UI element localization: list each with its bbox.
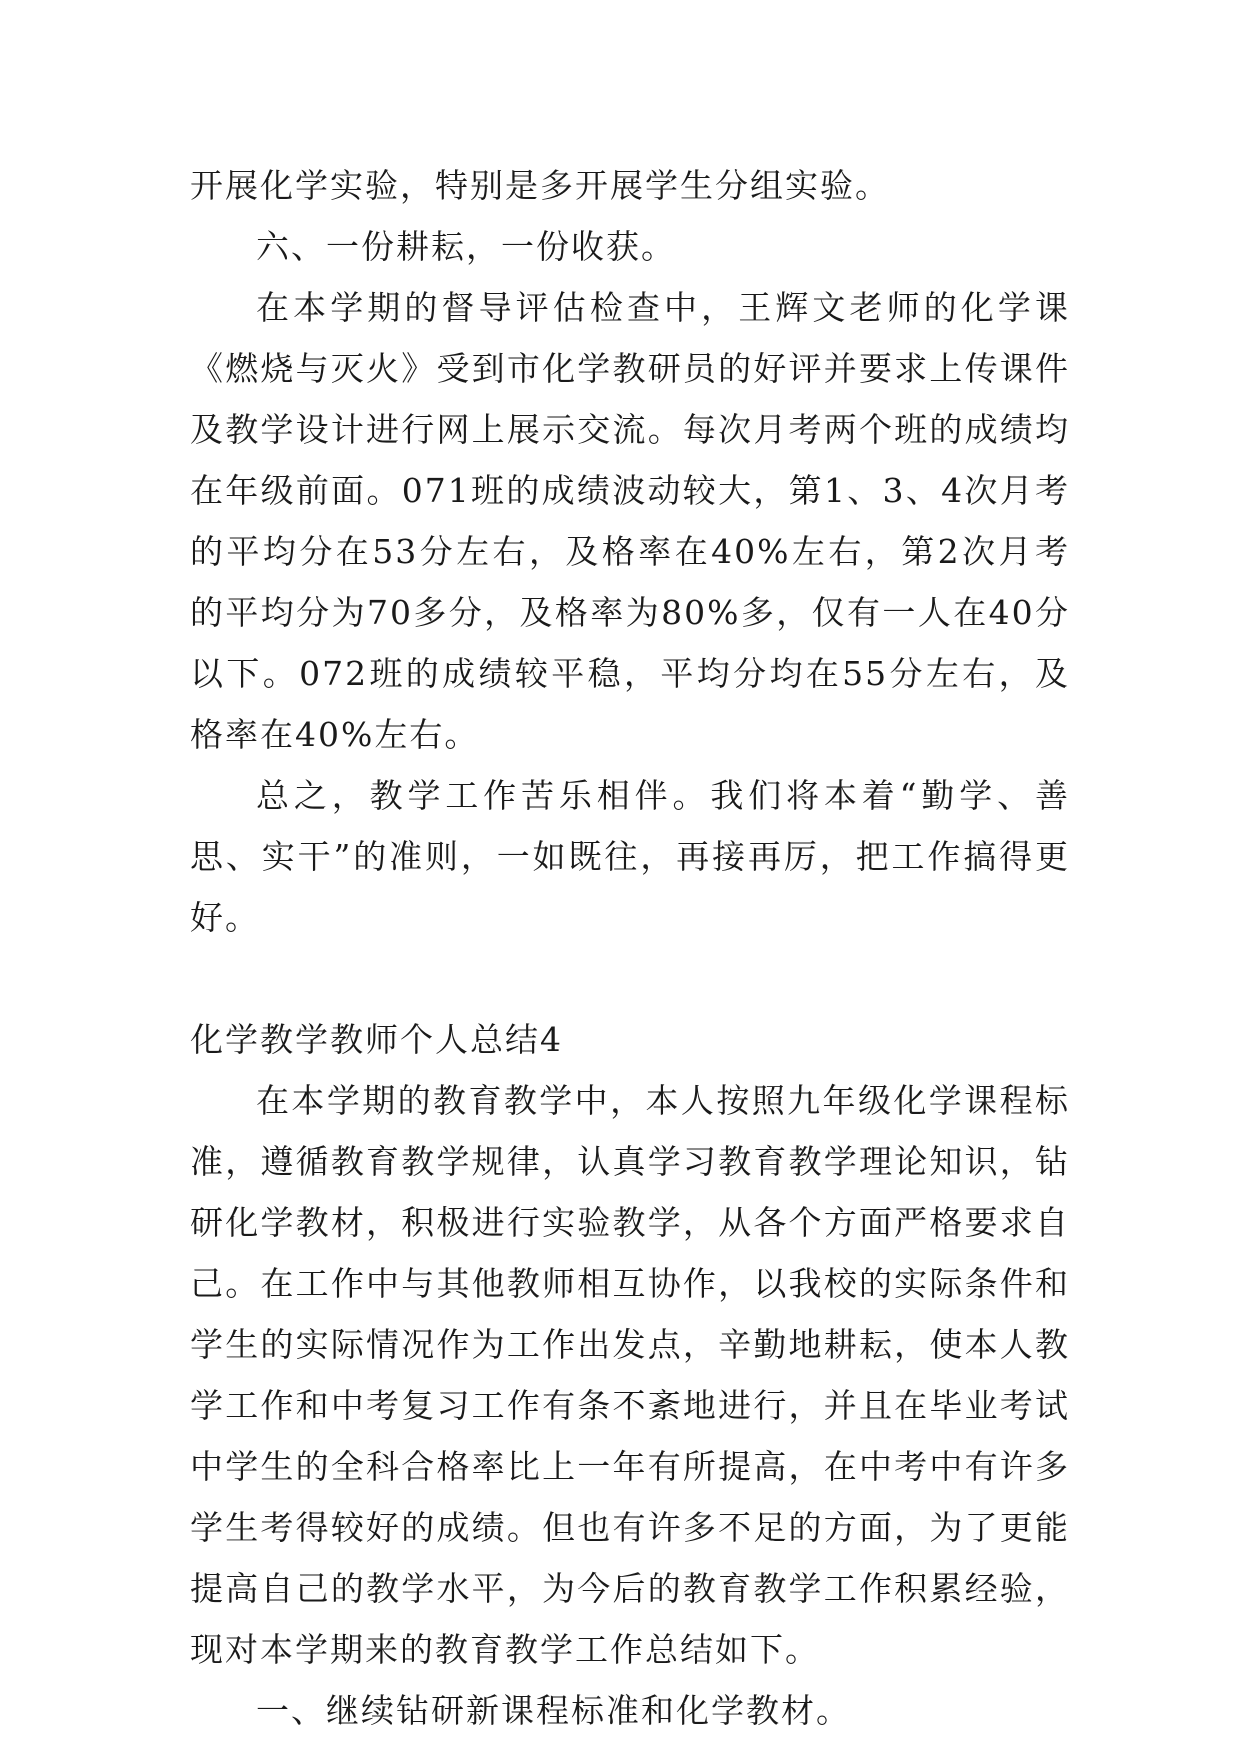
section-gap — [190, 948, 1070, 1009]
paragraph-continuation: 开展化学实验，特别是多开展学生分组实验。 — [190, 166, 890, 205]
paragraph-heading-one: 一、继续钻研新课程标准和化学教材。 — [256, 1691, 851, 1730]
paragraph-results: 在本学期的督导评估检查中，王辉文老师的化学课《燃烧与灭火》受到市化学教研员的好评并要求上传课件及教学设计进行网上展示交流。每次月考两个班的成绩均在年级前面。071班的成绩波动较大，第1、3、4次月考的平均分在53分左右，及格率在40%左右，第2次月考的平均分为70多分，及格率为80%多，仅有一人在40分以下。072班的成绩较平稳，平均分均在55分左右，及格率在40%左右。 — [190, 288, 1070, 754]
document-body — [190, 155, 1070, 1741]
paragraph-conclusion: 总之，教学工作苦乐相伴。我们将本着“勤学、善思、实干”的准则，一如既往，再接再厉，把工作搞得更好。 — [190, 776, 1070, 937]
section-title: 化学教学教师个人总结4 — [190, 1020, 563, 1059]
paragraph-heading-six: 六、一份耕耘，一份收获。 — [256, 227, 676, 266]
paragraph-intro: 在本学期的教育教学中，本人按照九年级化学课程标准，遵循教育教学规律，认真学习教育教学理论知识，钻研化学教材，积极进行实验教学，从各个方面严格要求自己。在工作中与其他教师相互协作，以我校的实际条件和学生的实际情况作为工作出发点，辛勤地耕耘，使本人教学工作和中考复习工作有条不紊地进行，并且在毕业考试中学生的全科合格率比上一年有所提高，在中考中有许多学生考得较好的成绩。但也有许多不足的方面，为了更能提高自己的教学水平，为今后的教育教学工作积累经验，现对本学期来的教育教学工作总结如下。 — [190, 1081, 1070, 1669]
